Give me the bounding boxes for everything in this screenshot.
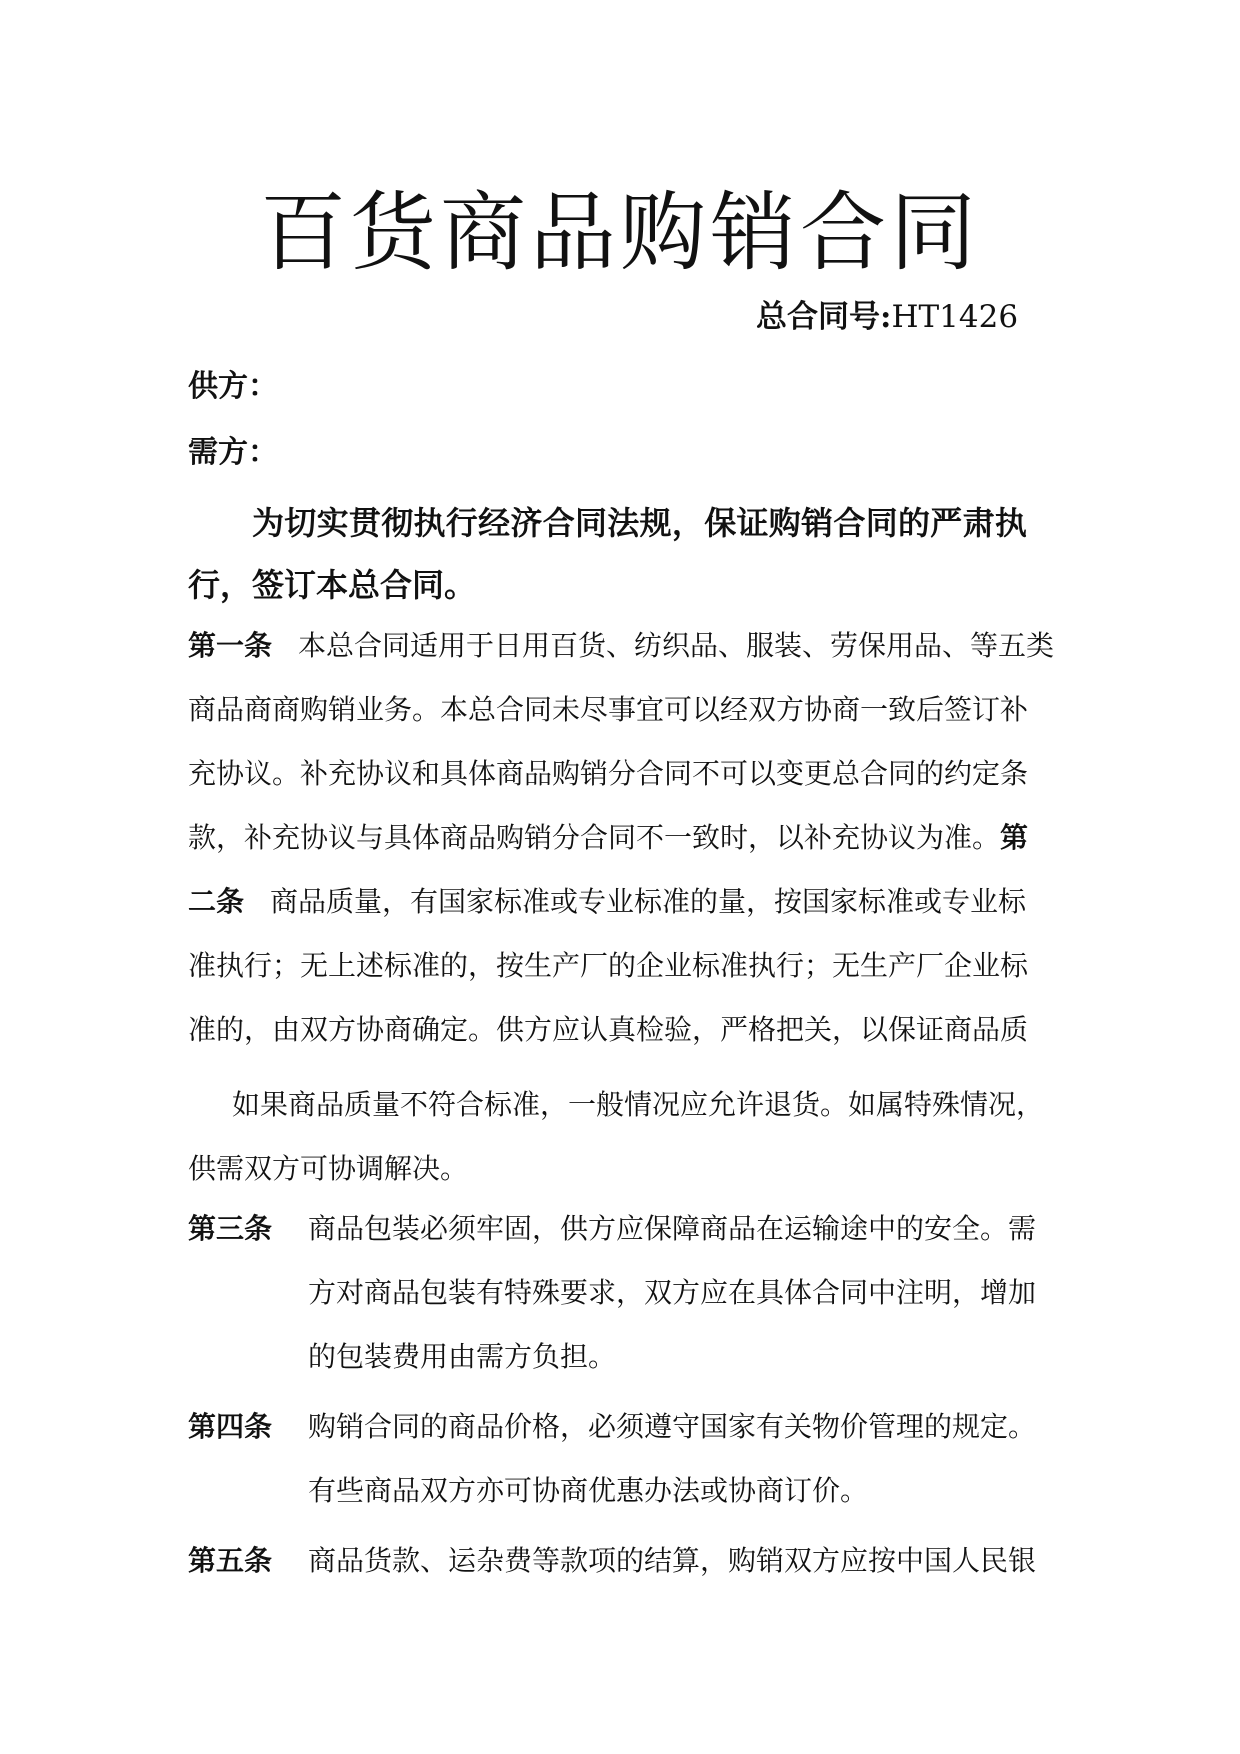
article-5-heading: 第五条 [188,1544,273,1577]
article-4-line: 有些商品双方亦可协商优惠办法或协商订价。 [308,1474,869,1507]
article-1-line: 充协议。补充协议和具体商品购销分合同不可以变更总合同的约定条 [188,757,1029,790]
intro-paragraph [188,492,1056,616]
article-5-line: 商品货款、运杂费等款项的结算，购销双方应按中国人民银 [308,1544,1037,1577]
article-3-heading: 第三条 [188,1212,273,1245]
article-2-line: 如果商品质量不符合标准，一般情况应允许退货。如属特殊情况， [232,1088,1045,1121]
article-3-line: 商品包装必须牢固，供方应保障商品在运输途中的安全。需 [308,1212,1037,1245]
contract-number-value: HT1426 [891,299,1019,335]
article-1-heading: 第一条 [188,629,273,662]
article-4 [188,1395,1056,1523]
article-1-line: 商品商商购销业务。本总合同未尽事宜可以经双方协商一致后签订补 [188,693,1029,726]
article-4-body [308,1395,1058,1523]
article-1-line [188,614,1056,678]
article-1-line [188,806,1056,870]
article-2-line: 准执行；无上述标准的，按生产厂的企业标准执行；无生产厂企业标 [188,949,1029,982]
article-4-line: 购销合同的商品价格，必须遵守国家有关物价管理的规定。 [308,1410,1037,1443]
article-3-body [308,1197,1058,1389]
article-2-line: 准的，由双方协商确定。供方应认真检验，严格把关，以保证商品质 [188,1013,1029,1046]
article-3-line: 方对商品包装有特殊要求，双方应在具体合同中注明，增加 [308,1276,1037,1309]
article-1-text: 款，补充协议与具体商品购销分合同不一致时，以补充协议为准。 [188,821,1001,854]
intro-line: 为切实贯彻执行经济合同法规，保证购销合同的严肃执 [252,504,1028,542]
contract-number-label: 总合同号: [756,299,892,335]
buyer-label: 需方： [188,435,278,470]
article-2-continued [188,1073,1056,1201]
article-4-heading: 第四条 [188,1410,273,1443]
intro-line: 行，签订本总合同。 [188,566,477,604]
article-3 [188,1197,1056,1389]
document-title: 百货商品购销合同 [260,183,980,283]
article-2-text: 商品质量，有国家标准或专业标准的量，按国家标准或专业标 [270,885,1027,918]
article-3-line: 的包装费用由需方负担。 [308,1340,617,1373]
supplier-label: 供方： [188,369,278,404]
article-5 [188,1529,1056,1593]
article-5-body [308,1529,1058,1593]
article-2-line [188,870,1056,934]
article-1-text: 本总合同适用于日用百货、纺织品、服装、劳保用品、等五类 [298,629,1055,662]
article-2-line: 供需双方可协调解决。 [188,1152,469,1185]
article-2-heading-start: 第 [1000,821,1029,854]
articles-one-two [188,614,1056,1062]
contract-number [756,297,1018,337]
article-2-heading-end: 二条 [188,885,245,918]
